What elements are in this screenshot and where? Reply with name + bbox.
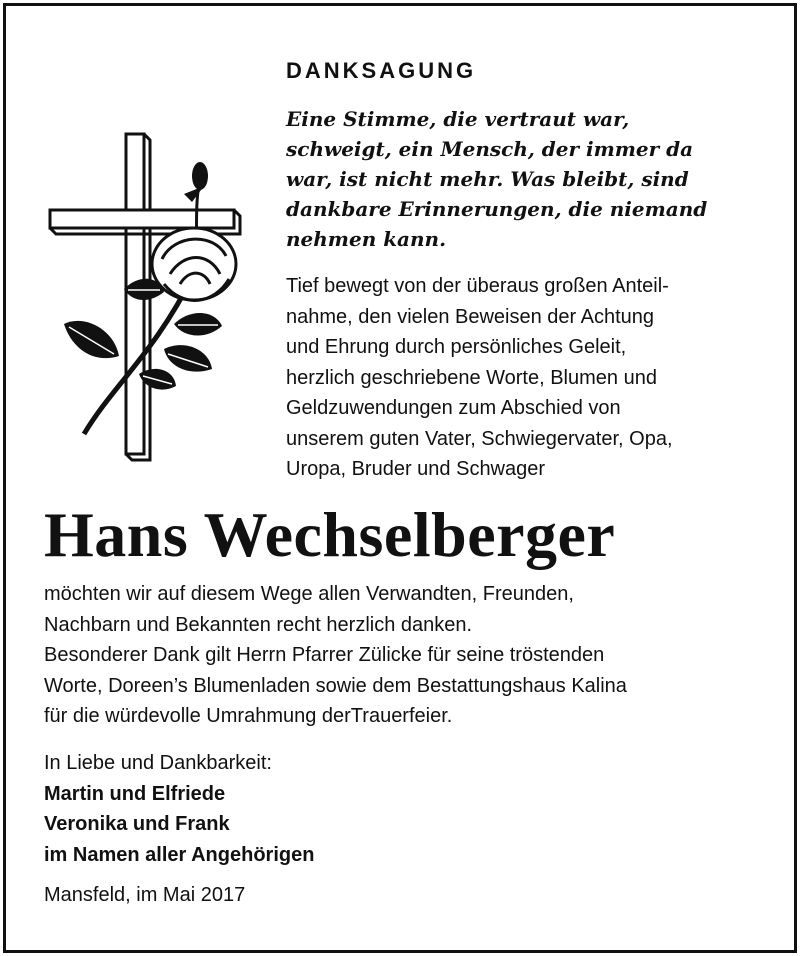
signer-line: Martin und Elfriede: [44, 782, 226, 805]
signer-line: Veronika und Frank: [44, 813, 230, 835]
motto-line: schweigt, ein Mensch, der immer da: [286, 137, 694, 161]
thanks-line: möchten wir auf diesem Wege allen Verwandten, Freunden,: [44, 583, 574, 605]
motto-line: war, ist nicht mehr. Was bleibt, sind: [286, 167, 689, 191]
thanks-line: Besonderer Dank gilt Herrn Pfarrer Zülicke für seine tröstenden: [44, 644, 605, 666]
intro-line: unserem guten Vater, Schwiegervater, Opa,: [286, 427, 673, 450]
cross-with-rose-icon: [44, 124, 244, 464]
intro-line: und Ehrung durch persönliches Geleit,: [286, 336, 627, 358]
intro-line: herzlich geschriebene Worte, Blumen und: [286, 366, 657, 389]
motto-line: nehmen kann.: [286, 227, 447, 251]
intro-line: Uropa, Bruder und Schwager: [286, 458, 546, 480]
notice-heading: DANKSAGUNG: [286, 58, 477, 83]
deceased-name: Hans Wechselberger: [44, 499, 616, 570]
thanks-line: für die würdevolle Umrahmung derTrauerfeier.: [44, 705, 453, 727]
thanks-paragraph: [44, 579, 774, 732]
thanks-line: Worte, Doreen’s Blumenladen sowie dem Bestattungshaus Kalina: [44, 674, 627, 697]
motto-line: Eine Stimme, die vertraut war,: [286, 107, 630, 131]
intro-paragraph: [286, 271, 756, 485]
place-date: Mansfeld, im Mai 2017: [44, 884, 246, 906]
intro-line: Tief bewegt von der überaus großen Anteil-: [286, 275, 669, 297]
motto-quote: [286, 104, 746, 254]
closing-block: [44, 748, 544, 870]
motto-line: dankbare Erinnerungen, die niemand: [286, 197, 708, 221]
intro-line: Geldzuwendungen zum Abschied von: [286, 397, 621, 419]
closing-intro: In Liebe und Dankbarkeit:: [44, 752, 272, 774]
signer-line: im Namen aller Angehörigen: [44, 843, 315, 866]
intro-line: nahme, den vielen Beweisen der Achtung: [286, 305, 655, 328]
thanks-line: Nachbarn und Bekannten recht herzlich danken.: [44, 613, 473, 636]
